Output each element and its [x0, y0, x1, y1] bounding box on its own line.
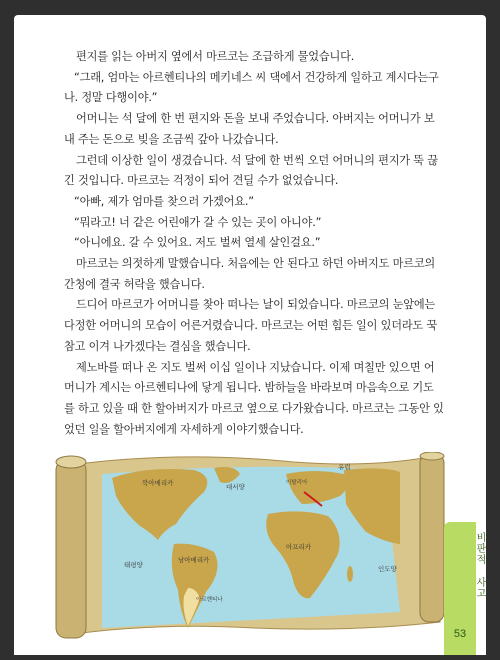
world-map-illustration	[54, 452, 446, 640]
label-italy: 이탈리아	[286, 480, 308, 486]
label-south-america: 남아메리카	[178, 556, 210, 564]
story-text	[64, 47, 444, 440]
label-atlantic: 대서양	[226, 483, 245, 491]
paragraph: 편지를 읽는 아버지 옆에서 마르코는 조급하게 물었습니다.	[76, 50, 355, 63]
paragraph: 드디어 마르코가 어머니를 찾아 떠나는 날이 되었습니다. 마르코의 눈앞에는 다정한 어머니의 모습이 어른거렸습니다. 마르코는 어떤 힘든 일이 있더라도 꾹 참고 이겨 나가겠다는 결심을 했습니다.	[64, 298, 437, 353]
label-north-america: 북아메리카	[142, 479, 174, 487]
paragraph: 제노바를 떠나 온 지도 벌써 이십 일이나 지났습니다. 이제 며칠만 있으면 어머니가 계시는 아르헨티나에 닿게 됩니다. 밤하늘을 바라보며 마음속으로 기도를 하고 있을 때 한 할아버지가 마르코 옆으로 다가왔습니다. 마르코는 그동안 있었던 일을 할아버지에게 자세하게 이야기했습니다.	[64, 360, 444, 436]
dialog-line: “그래, 엄마는 아르헨티나의 메키네스 씨 댁에서 건강하게 일하고 계시다는구나. 정말 다행이야.”	[64, 70, 439, 105]
paragraph: 마르코는 의젓하게 말했습니다. 처음에는 안 된다고 하던 아버지도 마르코의 간청에 결국 허락을 했습니다.	[64, 257, 436, 291]
label-argentina: 아르헨티나	[196, 597, 223, 603]
scroll-roll-right	[420, 454, 444, 622]
side-tab-label: 비판적 사고	[474, 532, 485, 599]
label-indian-ocean: 인도양	[378, 565, 397, 573]
paragraph: 어머니는 석 달에 한 번 편지와 돈을 보내 주었습니다. 아버지는 어머니가 보내 주는 돈으로 빚을 조금씩 갚아 나갔습니다.	[64, 112, 435, 146]
dialog-line: “아니에요. 갈 수 있어요. 저도 벌써 열세 살인걸요.”	[74, 236, 321, 250]
paragraph: 그런데 이상한 일이 생겼습니다. 석 달에 한 번씩 오던 어머니의 편지가 뚝 끊긴 것입니다. 마르코는 걱정이 되어 견딜 수가 없었습니다.	[64, 153, 438, 188]
chapter-side-tab	[444, 522, 485, 655]
label-africa: 아프리카	[286, 543, 312, 551]
label-pacific: 태평양	[124, 561, 143, 569]
map-svg	[54, 452, 446, 640]
scroll-roll-left	[56, 460, 86, 638]
dialog-line: “아빠, 제가 엄마를 찾으러 가겠어요.”	[74, 194, 254, 208]
label-europe: 유럽	[338, 463, 351, 471]
page-number: 53	[453, 628, 467, 640]
dialog-line: “뭐라고! 너 같은 어린애가 갈 수 있는 곳이 아니야.”	[74, 215, 322, 229]
